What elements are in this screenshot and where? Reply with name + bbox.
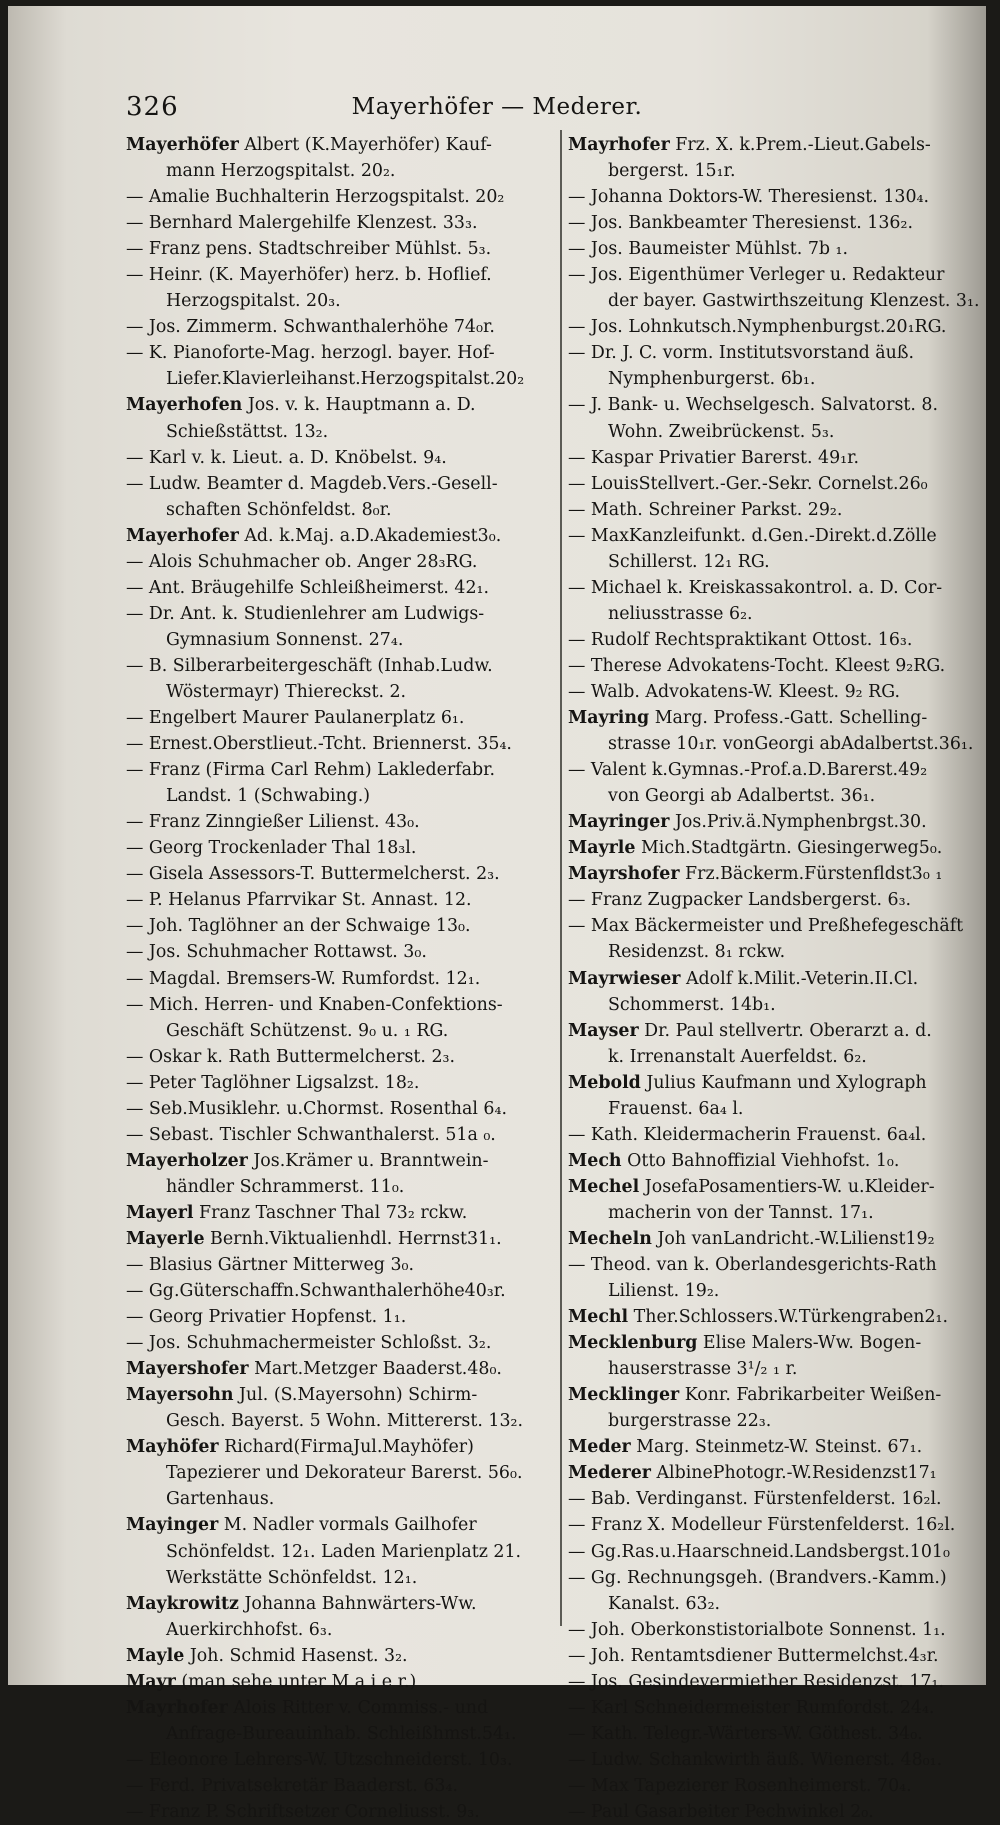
entry-text: Schießstättst. 13₂.	[166, 421, 329, 442]
directory-entry-line	[568, 236, 950, 262]
entry-text: — Gg.Ras.u.Haarschneid.Landsbergst.101₀	[568, 1541, 950, 1562]
entry-text: händler Schrammerst. 11₀.	[166, 1176, 405, 1197]
entry-text: — Jos. Bankbeamter Theresienst. 136₂.	[568, 213, 913, 234]
entry-text: Bernh.Viktualienhdl. Herrnst31₁.	[204, 1228, 502, 1249]
entry-text: k. Irrenanstalt Auerfeldst. 6₂.	[608, 1046, 867, 1067]
entry-surname: Mayerl	[126, 1202, 194, 1223]
directory-entry-line	[126, 939, 554, 965]
directory-entry-line	[126, 575, 554, 601]
entry-text: — Kath. Kleidermacherin Frauenst. 6a₄l.	[568, 1124, 927, 1145]
entry-text: Schönfeldst. 12₁. Laden Marienplatz 21.	[166, 1541, 522, 1562]
directory-entry-line	[568, 1617, 950, 1643]
entry-surname: Mebold	[568, 1072, 641, 1093]
directory-entry-line	[568, 445, 950, 471]
directory-entry-line	[126, 549, 554, 575]
directory-entry-line	[568, 757, 950, 783]
entry-text: — Alois Schuhmacher ob. Anger 28₃RG.	[126, 551, 478, 572]
directory-entry-line	[126, 1304, 554, 1330]
entry-text: schaften Schönfeldst. 8₀r.	[166, 499, 392, 520]
directory-entry-line	[126, 757, 554, 783]
entry-text: Elise Malers-Ww. Bogen-	[697, 1333, 922, 1354]
entry-text: Julius Kaufmann und Xylograph	[640, 1072, 927, 1093]
directory-entry-line	[126, 731, 554, 757]
entry-text: — Oskar k. Rath Buttermelcherst. 2₃.	[126, 1046, 456, 1067]
entry-text: — Jos. Gesindevermiether Residenzst. 17₁.	[568, 1671, 944, 1692]
entry-text: Ther.Schlossers.W.Türkengraben2₁.	[628, 1307, 949, 1328]
entry-text: Frauenst. 6a₄ l.	[608, 1098, 744, 1119]
entry-text: — Jos. Schuhmacher Rottawst. 3₀.	[126, 942, 427, 963]
directory-entry-line	[126, 1070, 554, 1096]
entry-text: strasse 10₁r. vonGeorgi abAdalbertst.36₁.	[608, 734, 974, 755]
entry-text: — Joh. Taglöhner an der Schwaige 13₀.	[126, 916, 471, 937]
entry-text: — Magdal. Bremsers-W. Rumfordst. 12₁.	[126, 968, 481, 989]
entry-text: — B. Silberarbeitergeschäft (Inhab.Ludw.	[126, 655, 493, 676]
directory-entry-line	[568, 1252, 950, 1278]
entry-surname: Mayle	[126, 1645, 185, 1666]
directory-entry-line	[568, 679, 950, 705]
entry-text: — Therese Advokatens-Tocht. Kleest 9₂RG.	[568, 655, 946, 676]
entry-text: — Ferd. Privatsekretär Baaderst. 63₄.	[126, 1775, 458, 1796]
entry-text: Schommerst. 14b₁.	[608, 994, 776, 1015]
entry-text: — Jos. Baumeister Mühlst. 7b ₁.	[568, 239, 849, 260]
entry-text: JosefaPosamentiers-W. u.Kleider-	[639, 1176, 935, 1197]
directory-entry-line	[126, 809, 554, 835]
directory-entry-line	[568, 992, 950, 1018]
entry-text: neliusstrasse 6₂.	[608, 603, 753, 624]
directory-entry-line	[126, 1617, 554, 1643]
entry-text: — Sebast. Tischler Schwanthalerst. 51a ₀.	[126, 1124, 496, 1145]
entry-text: — Ludw. Beamter d. Magdeb.Vers.-Gesell-	[126, 473, 498, 494]
directory-entry-line	[126, 1643, 554, 1669]
directory-entry-line	[568, 1721, 950, 1747]
entry-text: Anfrage-Bureauinhab. Schleißhmst.54₁.	[166, 1723, 517, 1744]
directory-entry-line	[126, 262, 554, 288]
directory-entry-line	[568, 288, 980, 314]
directory-entry-line	[568, 471, 950, 497]
entry-text: Joh vanLandricht.-W.Lilienst19₂	[651, 1228, 935, 1249]
entry-text: Johanna Bahnwärters-Ww.	[238, 1593, 477, 1614]
directory-entry-line	[568, 1122, 950, 1148]
page-number: 326	[126, 92, 179, 122]
directory-entry-line	[568, 1565, 950, 1591]
directory-entry-line	[568, 1591, 950, 1617]
entry-text: — Joh. Oberkonstistorialbote Sonnenst. 1₁.	[568, 1619, 946, 1640]
directory-entry-line	[568, 966, 950, 992]
directory-entry-line	[126, 601, 554, 627]
entry-surname: Mecklinger	[568, 1385, 680, 1406]
directory-entry-line	[126, 1434, 554, 1460]
directory-entry-line	[568, 939, 950, 965]
directory-entry-line	[568, 1226, 950, 1252]
directory-entry-line	[568, 366, 950, 392]
directory-entry-line	[126, 1512, 554, 1538]
entry-text: — Gisela Assessors-T. Buttermelcherst. 2₃.	[126, 864, 500, 885]
entry-text: — Franz pens. Stadtschreiber Mühlst. 5₃.	[126, 239, 492, 260]
entry-text: Residenzst. 8₁ rckw.	[608, 942, 786, 963]
directory-entry-line	[126, 1278, 554, 1304]
directory-entry-line	[126, 132, 554, 158]
entry-surname: Mech	[568, 1150, 622, 1171]
directory-entry-line	[568, 1799, 950, 1825]
entry-text: Marg. Profess.-Gatt. Schelling-	[649, 708, 928, 729]
entry-surname: Mecheln	[568, 1228, 652, 1249]
directory-entry-line	[568, 497, 950, 523]
directory-entry-line	[126, 627, 554, 653]
entry-text: — Kath. Telegr.-Wärters-W. Göthest. 34₀.	[568, 1723, 923, 1744]
directory-entry-line	[126, 1747, 554, 1773]
entry-surname: Mayerhofen	[126, 395, 243, 416]
directory-entry-line	[126, 158, 554, 184]
directory-entry-line	[568, 1200, 950, 1226]
entry-text: Gesch. Bayerst. 5 Wohn. Mittererst. 13₂.	[166, 1411, 524, 1432]
entry-text: — Franz X. Modelleur Fürstenfelderst. 16₂l.	[568, 1515, 956, 1536]
entry-text: Franz Taschner Thal 73₂ rckw.	[193, 1202, 468, 1223]
entry-text: macherin von der Tannst. 17₁.	[608, 1202, 874, 1223]
entry-text: — Joh. Rentamtsdiener Buttermelchst.4₃r.	[568, 1645, 939, 1666]
entry-surname: Maykrowitz	[126, 1593, 239, 1614]
entry-text: — Jos. Schuhmachermeister Schloßst. 3₂.	[126, 1333, 492, 1354]
entry-text: Alois Ritter v. Commiss.- und	[227, 1697, 489, 1718]
directory-entry-line	[126, 1096, 554, 1122]
entry-surname: Mayerhofer	[126, 525, 239, 546]
directory-entry-line	[126, 1252, 554, 1278]
entry-text: — Mich. Herren- und Knaben-Confektions-	[126, 994, 503, 1015]
directory-entry-line	[568, 1512, 956, 1538]
directory-entry-line	[126, 184, 554, 210]
directory-entry-line	[126, 1565, 554, 1591]
entry-surname: Mayring	[568, 708, 650, 729]
directory-entry-line	[126, 966, 554, 992]
entry-text: Wohn. Zweibrückenst. 5₃.	[608, 421, 835, 442]
entry-surname: Mayr	[126, 1671, 176, 1692]
directory-entry-line	[568, 1773, 950, 1799]
directory-entry-line	[126, 392, 554, 418]
entry-text: Liefer.Klavierleihanst.Herzogspitalst.20₂	[166, 369, 525, 390]
entry-text: — Gg.Güterschaffn.Schwanthalerhöhe40₃r.	[126, 1281, 506, 1302]
directory-entry-line	[126, 653, 554, 679]
entry-text: von Georgi ab Adalbertst. 36₁.	[608, 786, 876, 807]
directory-entry-line	[568, 340, 950, 366]
directory-entry-line	[568, 210, 950, 236]
directory-entry-line	[126, 497, 554, 523]
directory-entry-line	[568, 132, 950, 158]
entry-surname: Mayrle	[568, 838, 636, 859]
directory-entry-line	[568, 1747, 950, 1773]
directory-entry-line	[568, 1018, 950, 1044]
directory-entry-line	[568, 835, 950, 861]
directory-entry-line	[126, 419, 554, 445]
directory-entry-line	[568, 1695, 950, 1721]
directory-entry-line	[568, 314, 950, 340]
directory-entry-line	[568, 601, 950, 627]
directory-entry-line	[126, 861, 554, 887]
directory-entry-line	[126, 1330, 554, 1356]
directory-entry-line	[126, 1486, 554, 1512]
directory-entry-line	[568, 653, 950, 679]
entry-surname: Mayhöfer	[126, 1437, 219, 1458]
directory-entry-line	[568, 1669, 950, 1695]
directory-entry-line	[568, 575, 950, 601]
entry-text: — Peter Taglöhner Ligsalzst. 18₂.	[126, 1072, 420, 1093]
directory-entry-line	[568, 1356, 950, 1382]
entry-text: — Heinr. (K. Mayerhöfer) herz. b. Hoflief.	[126, 265, 492, 286]
directory-entry-line	[568, 1070, 950, 1096]
directory-entry-line	[568, 1643, 950, 1669]
directory-entry-line	[126, 992, 554, 1018]
entry-text: — Ludw. Schankwirth äuß. Wienerst. 48₀₁.	[568, 1749, 943, 1770]
entry-text: — Amalie Buchhalterin Herzogspitalst. 20₂	[126, 187, 505, 208]
entry-text: hauserstrasse 3¹/₂ ₁ r.	[608, 1359, 798, 1380]
entry-surname: Mayerholzer	[126, 1150, 248, 1171]
directory-entry-line	[568, 1278, 950, 1304]
directory-entry-line	[568, 1382, 950, 1408]
entry-surname: Mayrhofer	[126, 1697, 228, 1718]
entry-text: Auerkirchhofst. 6₃.	[166, 1619, 333, 1640]
entry-text: Joh. Schmid Hasenst. 3₂.	[184, 1645, 408, 1666]
directory-entry-line	[126, 1721, 554, 1747]
entry-surname: Mayrwieser	[568, 968, 681, 989]
directory-entry-line	[126, 523, 554, 549]
entry-text: — Walb. Advokatens-W. Kleest. 9₂ RG.	[568, 681, 901, 702]
directory-entry-line	[568, 1148, 950, 1174]
directory-entry-line	[568, 1044, 950, 1070]
directory-entry-line	[126, 1122, 554, 1148]
entry-text: Richard(FirmaJul.Mayhöfer)	[218, 1437, 474, 1458]
column-divider	[560, 130, 562, 1626]
directory-entry-line	[126, 887, 554, 913]
entry-text: Landst. 1 (Schwabing.)	[166, 786, 371, 807]
entry-text: — Kaspar Privatier Barerst. 49₁r.	[568, 447, 860, 468]
directory-entry-line	[568, 1539, 950, 1565]
directory-entry-line	[126, 1356, 554, 1382]
directory-entry-line	[568, 1434, 950, 1460]
directory-entry-line	[568, 184, 950, 210]
directory-entry-line	[568, 523, 950, 549]
directory-entry-line	[568, 262, 950, 288]
entry-text: Jos.Krämer u. Branntwein-	[247, 1150, 489, 1171]
entry-text: — Georg Trockenlader Thal 18₃l.	[126, 838, 417, 859]
entry-text: — Johanna Doktors-W. Theresienst. 130₄.	[568, 187, 930, 208]
entry-text: — Math. Schreiner Parkst. 29₂.	[568, 499, 843, 520]
directory-entry-line	[568, 549, 950, 575]
directory-entry-line	[568, 861, 950, 887]
entry-surname: Meder	[568, 1437, 631, 1458]
entry-surname: Mayersohn	[126, 1385, 234, 1406]
entry-surname: Mayerle	[126, 1228, 205, 1249]
directory-entry-line	[126, 1799, 554, 1825]
entry-text: — Karl Schneidermeister Rumfordst. 24₄.	[568, 1697, 935, 1718]
entry-text: — Seb.Musiklehr. u.Chormst. Rosenthal 6₄.	[126, 1098, 507, 1119]
entry-text: Mart.Metzger Baaderst.48₀.	[248, 1359, 502, 1380]
directory-entry-line	[568, 1460, 950, 1486]
directory-entry-line	[126, 1382, 554, 1408]
entry-text: Dr. Paul stellvertr. Oberarzt a. d.	[638, 1020, 932, 1041]
entry-text: Jos.Priv.ä.Nymphenbrgst.30.	[669, 812, 927, 833]
entry-text: Adolf k.Milit.-Veterin.II.Cl.	[680, 968, 919, 989]
entry-surname: Mayringer	[568, 812, 670, 833]
entry-text: — Franz Zugpacker Landsbergerst. 6₃.	[568, 890, 912, 911]
entry-text: burgerstrasse 22₃.	[608, 1411, 772, 1432]
directory-entry-line	[126, 1669, 554, 1695]
entry-text: Gartenhaus.	[166, 1489, 275, 1510]
directory-entry-line	[126, 236, 554, 262]
entry-text: — Eleonore Lehrers-W. Utzschneiderst. 10₃.	[126, 1749, 513, 1770]
entry-text: — Georg Privatier Hopfenst. 1₁.	[126, 1307, 407, 1328]
entry-text: (man sehe unter M a i e r.)	[175, 1671, 417, 1692]
page-header: Mayerhöfer — Mederer.	[351, 94, 643, 120]
directory-entry-line	[126, 705, 554, 731]
directory-entry-line	[126, 1408, 554, 1434]
entry-text: Nymphenburgerst. 6b₁.	[608, 369, 816, 390]
directory-entry-line	[568, 627, 950, 653]
directory-entry-line	[126, 783, 554, 809]
directory-entry-line	[568, 705, 950, 731]
entry-surname: Mayrhofer	[568, 135, 670, 155]
directory-entry-line	[568, 913, 964, 939]
entry-text: Frz. X. k.Prem.-Lieut.Gabels-	[669, 135, 931, 155]
entry-surname: Mayrshofer	[568, 864, 680, 885]
entry-text: — Bernhard Malergehilfe Klenzest. 33₃.	[126, 213, 478, 234]
entry-surname: Mayershofer	[126, 1359, 249, 1380]
entry-text: — K. Pianoforte-Mag. herzogl. bayer. Hof-	[126, 343, 495, 364]
entry-text: — Ernest.Oberstlieut.-Tcht. Briennerst. 35₄.	[126, 734, 512, 755]
directory-entry-line	[126, 366, 554, 392]
left-column	[126, 132, 554, 1825]
entry-text: — Franz Zinngießer Lilienst. 43₀.	[126, 812, 420, 833]
entry-text: — Theod. van k. Oberlandesgerichts-Rath	[568, 1255, 937, 1276]
directory-entry-line	[568, 887, 950, 913]
directory-entry-line	[126, 1200, 554, 1226]
directory-entry-line	[568, 731, 974, 757]
entry-text: — Paul Gasarbeiter Pechwinkel 2₀.	[568, 1802, 874, 1822]
directory-entry-line	[126, 913, 554, 939]
directory-entry-line	[568, 158, 950, 184]
entry-surname: Mayinger	[126, 1515, 219, 1536]
entry-text: Tapezierer und Dekorateur Barerst. 56₀.	[166, 1463, 523, 1484]
directory-entry-line	[126, 1460, 554, 1486]
entry-text: Marg. Steinmetz-W. Steinst. 67₁.	[630, 1437, 923, 1458]
directory-entry-line	[568, 783, 950, 809]
directory-entry-line	[568, 1174, 950, 1200]
entry-surname: Mechel	[568, 1176, 640, 1197]
directory-entry-line	[126, 1773, 554, 1799]
directory-entry-line	[126, 210, 554, 236]
right-column	[568, 132, 980, 1825]
directory-entry-line	[126, 835, 554, 861]
entry-text: — Blasius Gärtner Mitterweg 3₀.	[126, 1255, 415, 1276]
entry-text: — Bab. Verdinganst. Fürstenfelderst. 16₂l.	[568, 1489, 942, 1510]
directory-entry-line	[126, 445, 554, 471]
entry-surname: Mechl	[568, 1307, 629, 1328]
entry-text: Lilienst. 19₂.	[608, 1281, 720, 1302]
entry-text: — Michael k. Kreiskassakontrol. a. D. Cor-	[568, 577, 943, 598]
entry-text: — Jos. Eigenthümer Verleger u. Redakteur	[568, 265, 945, 286]
entry-text: — Ant. Bräugehilfe Schleißheimerst. 42₁.	[126, 577, 490, 598]
directory-entry-line	[126, 1591, 554, 1617]
directory-entry-line	[568, 1330, 950, 1356]
entry-text: Konr. Fabrikarbeiter Weißen-	[679, 1385, 942, 1406]
directory-entry-line	[568, 809, 950, 835]
directory-entry-line	[568, 419, 950, 445]
entry-text: — Max Tapezierer Rosenheimerst. 70₄.	[568, 1775, 912, 1796]
directory-entry-line	[126, 679, 554, 705]
entry-text: M. Nadler vormals Gailhofer	[218, 1515, 477, 1536]
entry-text: — Valent k.Gymnas.-Prof.a.D.Barerst.49₂	[568, 760, 928, 781]
entry-text: — LouisStellvert.-Ger.-Sekr. Cornelst.26₀	[568, 473, 928, 494]
entry-text: Jul. (S.Mayersohn) Schirm-	[233, 1385, 478, 1406]
entry-text: Schillerst. 12₁ RG.	[608, 551, 770, 572]
entry-text: — Franz P. Schriftsetzer Corneliusst. 9₃.	[126, 1802, 480, 1822]
directory-entry-line	[126, 471, 554, 497]
entry-text: Gymnasium Sonnenst. 27₄.	[166, 629, 404, 650]
entry-surname: Mayser	[568, 1020, 639, 1041]
entry-text: Kanalst. 63₂.	[608, 1593, 721, 1614]
entry-text: Albert (K.Mayerhöfer) Kauf-	[238, 135, 492, 155]
entry-text: Geschäft Schützenst. 9₀ u. ₁ RG.	[166, 1020, 449, 1041]
directory-entry-line	[568, 1304, 950, 1330]
entry-text: Otto Bahnoffizial Viehhofst. 1₀.	[621, 1150, 900, 1171]
entry-text: — P. Helanus Pfarrvikar St. Annast. 12.	[126, 890, 472, 911]
directory-entry-line	[126, 340, 554, 366]
entry-text: Jos. v. k. Hauptmann a. D.	[242, 395, 476, 416]
directory-entry-line	[568, 1096, 950, 1122]
entry-text: Werkstätte Schönfeldst. 12₁.	[166, 1567, 418, 1588]
directory-entry-line	[568, 1408, 950, 1434]
entry-text: Wöstermayr) Thiereckst. 2.	[166, 681, 407, 702]
entry-text: — Dr. Ant. k. Studienlehrer am Ludwigs-	[126, 603, 485, 624]
directory-entry-line	[126, 1174, 554, 1200]
directory-entry-line	[126, 1148, 554, 1174]
directory-entry-line	[126, 314, 554, 340]
entry-text: — Gg. Rechnungsgeh. (Brandvers.-Kamm.)	[568, 1567, 947, 1588]
entry-text: — Jos. Zimmerm. Schwanthalerhöhe 74₀r.	[126, 317, 495, 338]
entry-text: — Engelbert Maurer Paulanerplatz 6₁.	[126, 708, 465, 729]
entry-text: — Jos. Lohnkutsch.Nymphenburgst.20₁RG.	[568, 317, 947, 338]
entry-text: mann Herzogspitalst. 20₂.	[166, 161, 396, 182]
directory-entry-line	[568, 1486, 950, 1512]
entry-text: — Dr. J. C. vorm. Institutsvorstand äuß.	[568, 343, 915, 364]
entry-text: — Karl v. k. Lieut. a. D. Knöbelst. 9₄.	[126, 447, 447, 468]
entry-text: bergerst. 15₁r.	[608, 161, 736, 182]
directory-entry-line	[126, 1044, 554, 1070]
entry-text: Frz.Bäckerm.Fürstenfldst3₀ ₁	[679, 864, 943, 885]
entry-text: — J. Bank- u. Wechselgesch. Salvatorst. 8.	[568, 395, 939, 416]
entry-text: Ad. k.Maj. a.D.Akademiest3₀.	[238, 525, 502, 546]
directory-entry-line	[126, 1226, 554, 1252]
directory-page	[8, 6, 986, 1822]
entry-text: Herzogspitalst. 20₃.	[166, 291, 341, 312]
directory-entry-line	[126, 1695, 554, 1721]
entry-text: — Franz (Firma Carl Rehm) Laklederfabr.	[126, 760, 496, 781]
entry-text: — Rudolf Rechtspraktikant Ottost. 16₃.	[568, 629, 913, 650]
entry-surname: Mecklenburg	[568, 1333, 698, 1354]
directory-entry-line	[568, 392, 950, 418]
entry-text: AlbinePhotogr.-W.Residenzst17₁	[650, 1463, 937, 1484]
entry-text: Mich.Stadtgärtn. Giesingerweg5₀.	[635, 838, 943, 859]
directory-entry-line	[126, 288, 554, 314]
entry-surname: Mederer	[568, 1463, 651, 1484]
directory-entry-line	[126, 1018, 554, 1044]
directory-entry-line	[126, 1539, 554, 1565]
entry-text: der bayer. Gastwirthszeitung Klenzest. 3₁.	[608, 291, 980, 312]
entry-text: — Max Bäckermeister und Preßhefegeschäft	[568, 916, 964, 937]
entry-surname: Mayerhöfer	[126, 135, 239, 155]
entry-text: — MaxKanzleifunkt. d.Gen.-Direkt.d.Zölle	[568, 525, 937, 546]
